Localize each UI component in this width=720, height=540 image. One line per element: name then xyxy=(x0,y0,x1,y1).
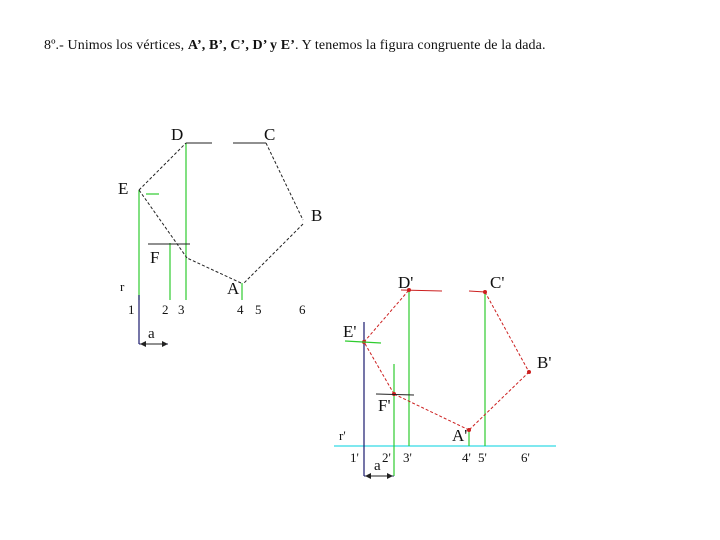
tick-6: 6 xyxy=(299,302,306,317)
distance-a-label: a xyxy=(148,326,155,342)
label-F: F xyxy=(150,248,160,267)
tick-3: 3 xyxy=(178,302,185,317)
tick-6-prime: 6' xyxy=(521,450,530,465)
caption-prefix: 8º.- Unimos los vértices, xyxy=(44,38,188,53)
label-r: r xyxy=(120,279,125,294)
original-figure xyxy=(118,125,322,344)
label-C: C xyxy=(264,125,276,144)
label-r-prime: r' xyxy=(339,428,346,443)
label-E: E xyxy=(118,179,129,198)
tick-1: 1 xyxy=(128,302,135,317)
tick-5: 5 xyxy=(255,302,262,317)
tick-4-prime: 4' xyxy=(462,450,471,465)
label-B-prime: B' xyxy=(537,353,552,372)
arc-mark-f-prime xyxy=(376,394,414,395)
label-F-prime: F' xyxy=(378,396,391,415)
tick-2: 2 xyxy=(162,302,169,317)
label-C-prime: C' xyxy=(490,273,505,292)
tick-2-prime: 2' xyxy=(382,450,391,465)
label-E-prime: E' xyxy=(343,322,357,341)
tick-1-prime: 1' xyxy=(350,450,359,465)
label-A: A xyxy=(227,279,240,298)
original-pentagon xyxy=(139,143,303,283)
label-A-prime: A' xyxy=(452,426,468,445)
label-D: D xyxy=(171,125,184,144)
tick-3-prime: 3' xyxy=(403,450,412,465)
tick-4: 4 xyxy=(237,302,244,317)
caption-suffix: . Y tenemos la figura congruente de la dada. xyxy=(294,38,546,53)
caption-vertices: A’, B’, C’, D’ y E’ xyxy=(187,38,295,53)
label-D-prime: D' xyxy=(398,273,414,292)
tick-5-prime: 5' xyxy=(478,450,487,465)
label-B: B xyxy=(311,206,323,225)
distance-a-label-prime: a xyxy=(374,458,381,474)
copied-figure xyxy=(334,273,556,476)
